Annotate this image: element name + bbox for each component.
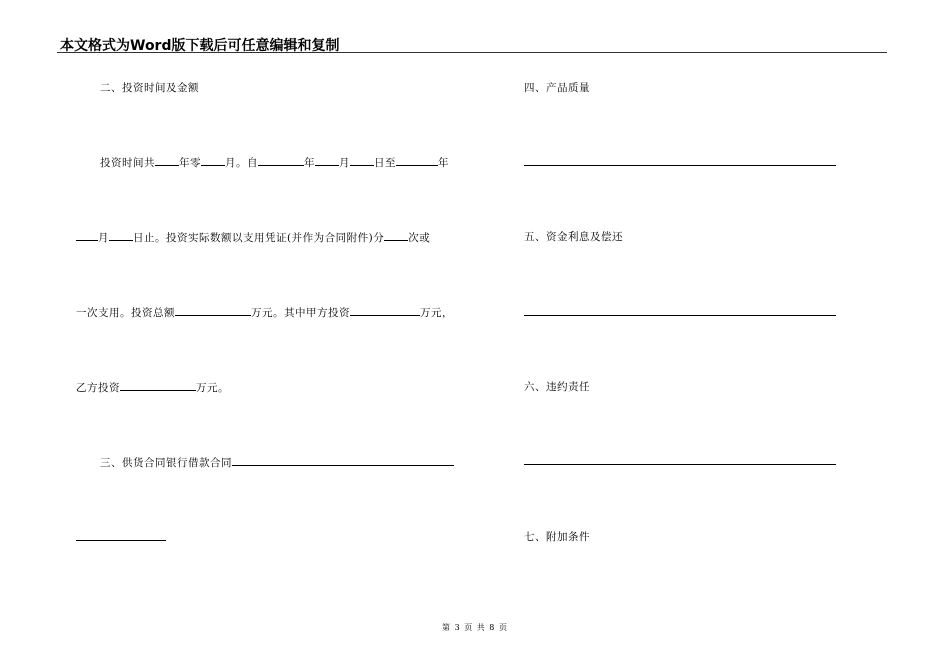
text-segment: 投资时间共 (100, 157, 155, 169)
text-segment: 月。自 (225, 157, 258, 169)
text-segment: 万元。其中甲方投资 (251, 307, 350, 319)
section-6-heading: 六、违约责任 (524, 381, 590, 393)
text-segment: 月 (98, 232, 109, 244)
blank-installments (384, 229, 408, 241)
text-segment: 年 (438, 157, 449, 169)
blank-start-year (258, 154, 304, 166)
section-3-heading-text: 三、供货合同银行借款合同 (100, 457, 232, 469)
blank-months (201, 154, 225, 166)
text-segment: 次或 (408, 232, 431, 244)
blank-continuation-line (76, 540, 166, 541)
blank-start-day (350, 154, 374, 166)
section-4-heading: 四、产品质量 (524, 82, 590, 94)
header-divider (57, 52, 887, 53)
blank-liability (524, 464, 836, 465)
blank-end-day (109, 229, 133, 241)
blank-end-month (76, 229, 98, 241)
blank-end-year (396, 154, 438, 166)
investment-period-line (100, 154, 449, 170)
blank-product-quality (524, 165, 836, 166)
blank-party-a-amount (350, 304, 420, 316)
blank-interest-repayment (524, 315, 836, 316)
blank-years (155, 154, 179, 166)
section-2-heading: 二、投资时间及金额 (100, 82, 199, 94)
text-segment: 年 (304, 157, 315, 169)
section-7-heading: 七、附加条件 (524, 531, 590, 543)
section-3-heading (100, 454, 454, 470)
document-header-title: 本文格式为Word版下载后可任意编辑和复制 (60, 38, 340, 54)
blank-party-b-amount (120, 379, 196, 391)
text-segment: 一次支用。投资总额 (76, 307, 175, 319)
text-segment: 日止。投资实际数额以支用凭证(并作为合同附件)分 (133, 232, 385, 244)
text-segment: 日至 (374, 157, 396, 169)
section-5-heading: 五、资金利息及偿还 (524, 231, 623, 243)
text-segment: 乙方投资 (76, 382, 120, 394)
page-number: 第 3 页 共 8 页 (442, 623, 508, 632)
blank-supply-contract (232, 454, 454, 466)
text-segment: 年零 (179, 157, 201, 169)
investment-disbursement-line (76, 229, 430, 245)
blank-total-amount (175, 304, 251, 316)
blank-start-month (315, 154, 339, 166)
text-segment: 万元。 (196, 382, 229, 394)
text-segment: 万元， (420, 307, 453, 319)
text-segment: 月 (339, 157, 350, 169)
investment-total-line (76, 304, 453, 320)
party-b-investment-line (76, 379, 229, 395)
